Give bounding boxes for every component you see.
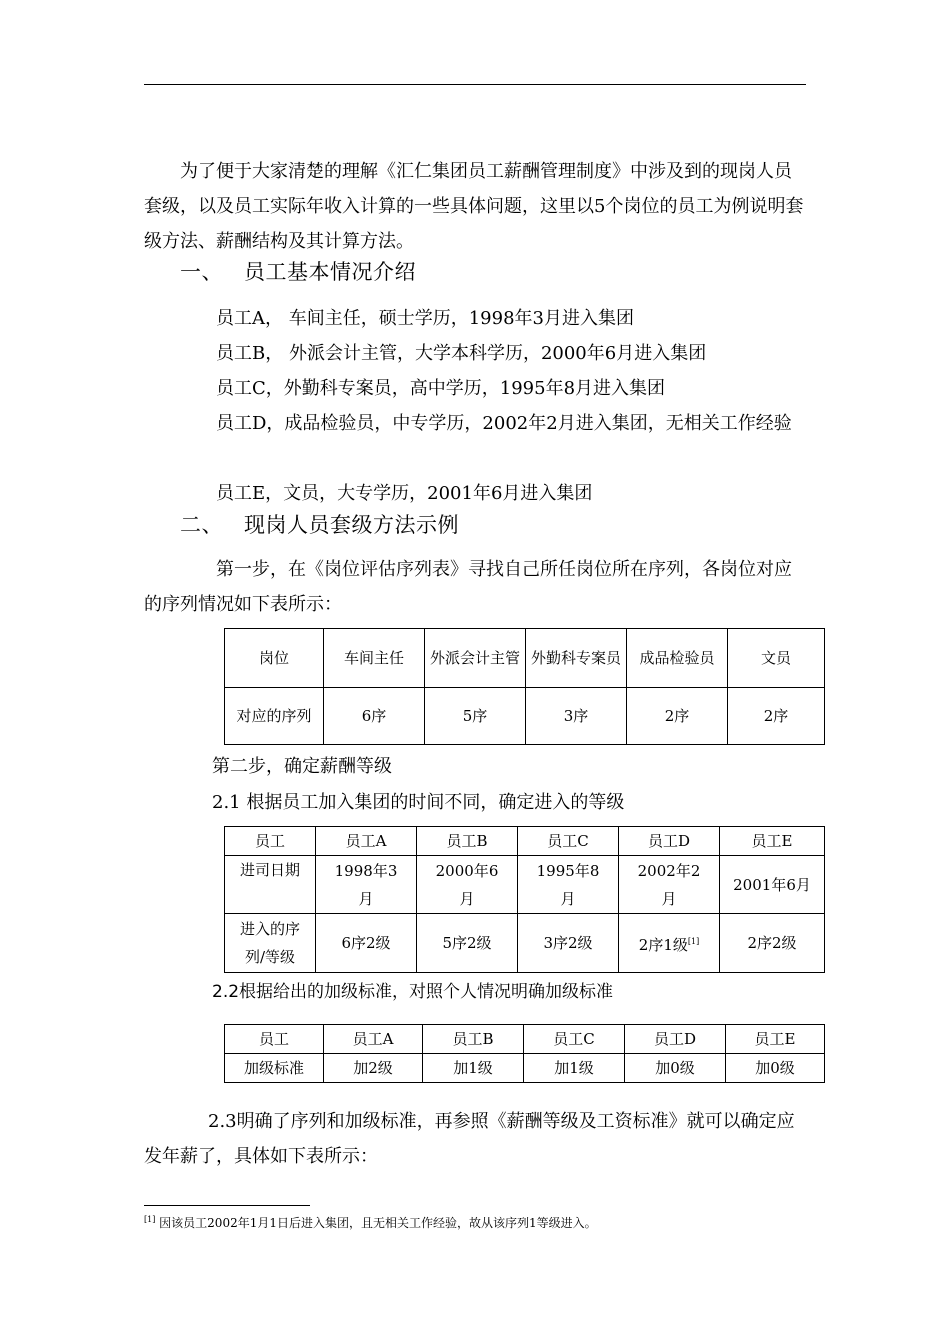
cell-text: 2序1级 bbox=[638, 935, 688, 954]
table-cell bbox=[619, 914, 720, 973]
table-cell: 加级标准 bbox=[225, 1054, 324, 1083]
footnote-reference[interactable]: [1] bbox=[687, 936, 700, 946]
table-cell: 员工A bbox=[324, 1025, 423, 1054]
footnote-separator bbox=[144, 1205, 310, 1206]
employee-line-b: 员工B， 外派会计主管，大学本科学历，2000年6月进入集团 bbox=[216, 343, 707, 364]
table-cell: 文员 bbox=[728, 629, 825, 688]
table-cell: 2002年2月 bbox=[619, 856, 720, 914]
step1-paragraph: 第一步，在《岗位评估序列表》寻找自己所任岗位所在序列，各岗位对应的序列情况如下表所示： bbox=[144, 559, 792, 615]
table-row bbox=[225, 1054, 825, 1083]
table-row bbox=[225, 688, 825, 745]
employee-line-a: 员工A， 车间主任，硕士学历，1998年3月进入集团 bbox=[216, 308, 634, 329]
employee-line-e: 员工E，文员，大专学历，2001年6月进入集团 bbox=[216, 483, 593, 504]
table-cell: 1995年8月 bbox=[518, 856, 619, 914]
table-cell: 员工B bbox=[417, 827, 518, 856]
table-cell: 5序2级 bbox=[417, 914, 518, 973]
table-cell: 2000年6月 bbox=[417, 856, 518, 914]
table-row bbox=[225, 629, 825, 688]
table-row bbox=[225, 1025, 825, 1054]
table-cell: 员工 bbox=[225, 827, 316, 856]
table-cell: 员工D bbox=[625, 1025, 726, 1054]
table-cell: 2序 bbox=[627, 688, 728, 745]
grade-increment-table bbox=[224, 1024, 825, 1083]
table-cell: 2001年6月 bbox=[720, 856, 825, 914]
table-cell: 员工D bbox=[619, 827, 720, 856]
entry-grade-table bbox=[224, 826, 825, 973]
table-cell: 进司日期 bbox=[225, 856, 316, 914]
table-cell: 6序 bbox=[324, 688, 425, 745]
table-cell: 外派会计主管 bbox=[425, 629, 526, 688]
table-row bbox=[225, 914, 825, 973]
table-cell: 2序 bbox=[728, 688, 825, 745]
table-cell: 3序2级 bbox=[518, 914, 619, 973]
table-cell: 员工 bbox=[225, 1025, 324, 1054]
table-cell: 加1级 bbox=[423, 1054, 524, 1083]
table-cell: 加2级 bbox=[324, 1054, 423, 1083]
table-cell: 员工C bbox=[518, 827, 619, 856]
table-row bbox=[225, 827, 825, 856]
table-cell: 成品检验员 bbox=[627, 629, 728, 688]
section-heading-1 bbox=[180, 256, 416, 286]
table-cell: 3序 bbox=[526, 688, 627, 745]
table-row bbox=[225, 856, 825, 914]
footnote bbox=[144, 1212, 597, 1231]
step2-1-line: 2.1 根据员工加入集团的时间不同，确定进入的等级 bbox=[212, 792, 625, 813]
step2-line: 第二步，确定薪酬等级 bbox=[212, 756, 392, 777]
table-cell: 岗位 bbox=[225, 629, 324, 688]
table-cell: 外勤科专案员 bbox=[526, 629, 627, 688]
intro-paragraph: 为了便于大家清楚的理解《汇仁集团员工薪酬管理制度》中涉及到的现岗人员套级，以及员工实际年收入计算的一些具体问题，这里以5个岗位的员工为例说明套级方法、薪酬结构及其计算方法。 bbox=[144, 161, 804, 252]
section-title: 员工基本情况介绍 bbox=[244, 260, 416, 284]
step2-2-line: 2.2根据给出的加级标准，对照个人情况明确加级标准 bbox=[212, 982, 614, 1002]
footnote-marker: [1] bbox=[144, 1215, 156, 1224]
table-cell: 2序2级 bbox=[720, 914, 825, 973]
table-cell: 1998年3月 bbox=[316, 856, 417, 914]
step2-3-paragraph: 2.3明确了序列和加级标准，再参照《薪酬等级及工资标准》就可以确定应发年薪了，具体如下表所示： bbox=[144, 1111, 795, 1167]
section-number: 一、 bbox=[180, 260, 223, 284]
table-cell: 加0级 bbox=[726, 1054, 825, 1083]
section-number: 二、 bbox=[180, 513, 223, 537]
table-cell: 加1级 bbox=[524, 1054, 625, 1083]
table-cell: 员工C bbox=[524, 1025, 625, 1054]
header-rule bbox=[144, 84, 806, 85]
table-cell: 6序2级 bbox=[316, 914, 417, 973]
table-cell: 加0级 bbox=[625, 1054, 726, 1083]
section-title: 现岗人员套级方法示例 bbox=[244, 513, 459, 537]
table-cell: 员工A bbox=[316, 827, 417, 856]
table-cell: 员工E bbox=[720, 827, 825, 856]
table-cell: 对应的序列 bbox=[225, 688, 324, 745]
employee-line-c: 员工C，外勤科专案员，高中学历，1995年8月进入集团 bbox=[216, 378, 666, 399]
table-cell: 员工E bbox=[726, 1025, 825, 1054]
employee-line-d: 员工D，成品检验员，中专学历，2002年2月进入集团，无相关工作经验 bbox=[216, 413, 792, 434]
table-cell: 5序 bbox=[425, 688, 526, 745]
table-cell: 员工B bbox=[423, 1025, 524, 1054]
footnote-text: 因该员工2002年1月1日后进入集团，且无相关工作经验，故从该序列1等级进入。 bbox=[159, 1216, 597, 1230]
sequence-table bbox=[224, 628, 825, 745]
section-heading-2 bbox=[180, 509, 459, 539]
table-cell: 车间主任 bbox=[324, 629, 425, 688]
table-cell: 进入的序列/等级 bbox=[225, 914, 316, 973]
